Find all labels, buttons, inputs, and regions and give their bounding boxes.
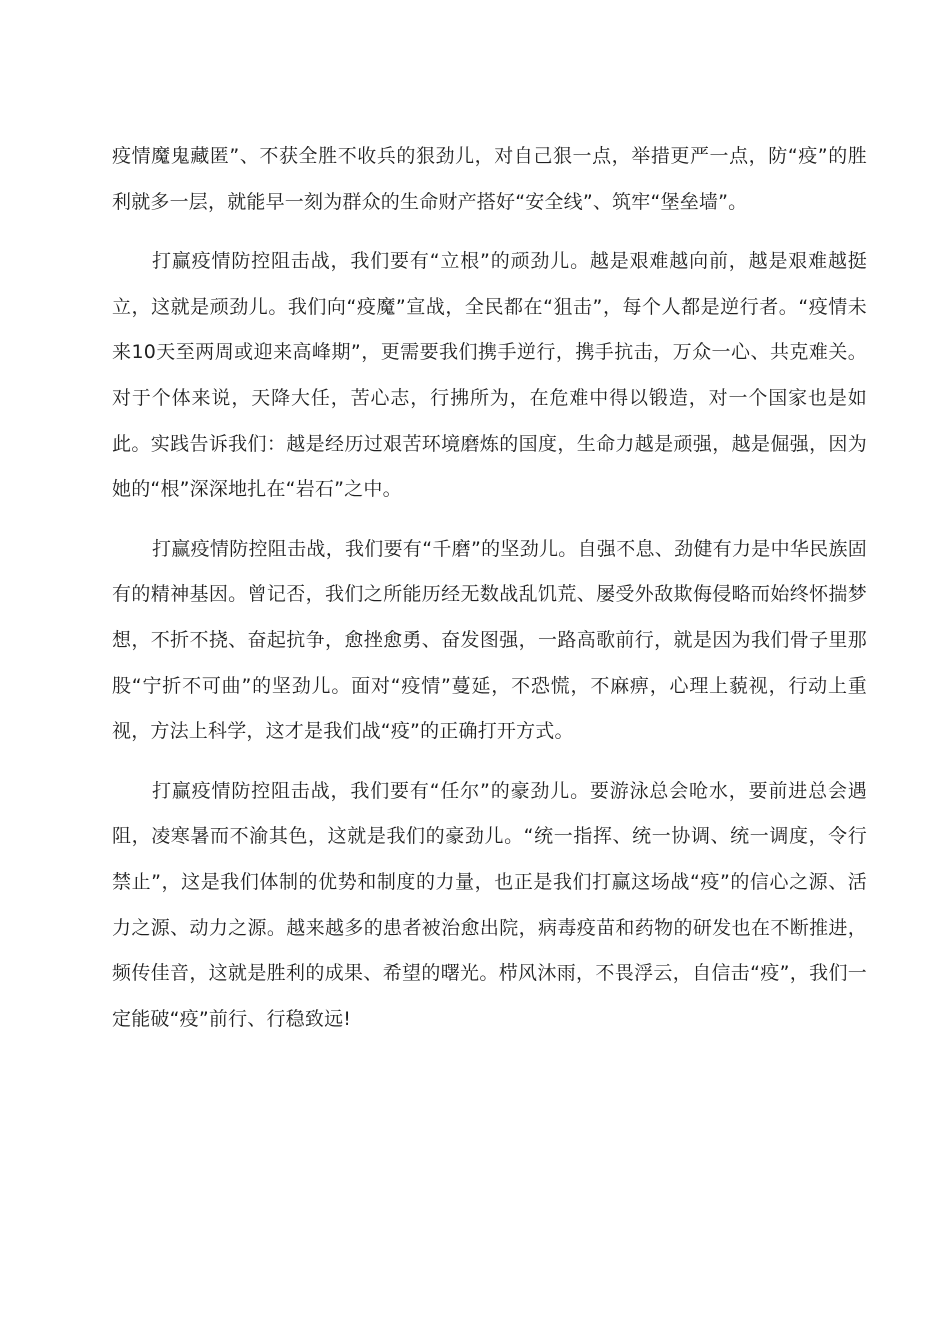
paragraph-1: 疫情魔鬼藏匿”、不获全胜不收兵的狠劲儿，对自己狠一点，举措更严一点，防“疫”的胜利就多一层，就能早一刻为群众的生命财产搭好“安全线”、筑牢“堡垒墙”。 <box>112 145 867 213</box>
paragraph-4: 打赢疫情防控阻击战，我们要有“任尔”的豪劲儿。要游泳总会呛水，要前进总会遇阻，凌寒暑而不渝其色，这就是我们的豪劲儿。“统一指挥、统一协调、统一调度，令行禁止”，这是我们体制的优势和制度的力量，也正是我们打赢这场战“疫”的信心之源、活力之源、动力之源。越来越多的患者被治愈出院，病毒疫苗和药物的研发也在不断推进，频传佳音，这就是胜利的成果、希望的曙光。栉风沐雨，不畏浮云，自信击“疫”，我们一定能破“疫”前行、行稳致远! <box>112 779 867 1030</box>
paragraph-2: 打赢疫情防控阻击战，我们要有“立根”的顽劲儿。越是艰难越向前，越是艰难越挺立，这就是顽劲儿。我们向“疫魔”宣战，全民都在“狙击”，每个人都是逆行者。“疫情未来10天至两周或迎来高峰期”，更需要我们携手逆行，携手抗击，万众一心、共克难关。对于个体来说，天降大任，苦心志，行拂所为，在危难中得以锻造，对一个国家也是如此。实践告诉我们：越是经历过艰苦环境磨炼的国度，生命力越是顽强，越是倔强，因为她的“根”深深地扎在“岩石”之中。 <box>112 250 867 501</box>
paragraph-3: 打赢疫情防控阻击战，我们要有“千磨”的坚劲儿。自强不息、劲健有力是中华民族固有的精神基因。曾记否，我们之所能历经无数战乱饥荒、屡受外敌欺侮侵略而始终怀揣梦想，不折不挠、奋起抗争，愈挫愈勇、奋发图强，一路高歌前行，就是因为我们骨子里那股“宁折不可曲”的坚劲儿。面对“疫情”蔓延，不恐慌，不麻痹，心理上藐视，行动上重视，方法上科学，这才是我们战“疫”的正确打开方式。 <box>112 537 867 743</box>
document-body <box>112 134 867 1042</box>
